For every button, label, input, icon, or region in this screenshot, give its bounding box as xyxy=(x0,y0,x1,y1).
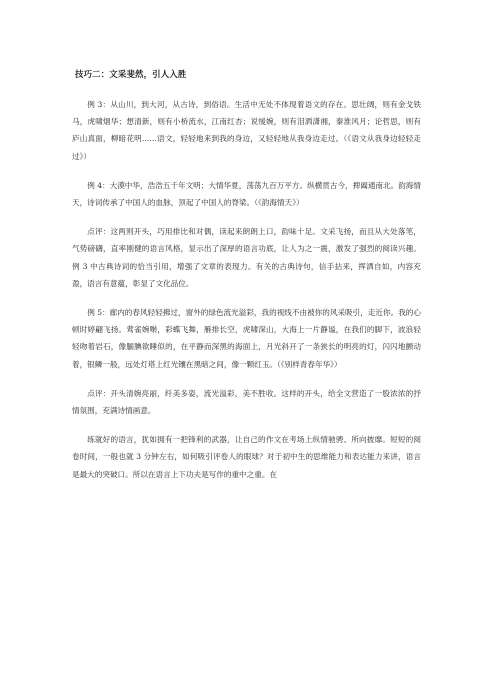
paragraph-comment-1: 点评：这两则开头，巧用排比和对偶，读起来朗朗上口，韵味十足。文采飞扬，而且从大处落笔，气势磅礴，直率刚健的语言风格，显示出了深厚的语言功底，让人为之一震，激发了强烈的阅读兴趣。例 3 中古典诗词的恰当引用，增强了文章的表现力。有关的古典诗句，信手拈来，挥洒自如，内容充盈，语言有意蕴，彰显了文化品位。 xyxy=(72,227,421,288)
section-heading: 技巧二：文采斐然，引人入胜 xyxy=(75,69,187,79)
paragraph-example-5: 例 5：廊内的春风轻轻拂过，窗外的绿色流光溢彩，我的视线不由被你的风采吸引，走近你。我的心顿时婷翩飞扬。莺雀婉啭，彩蝶飞舞，雁排长空，虎啸深山，大海上一片静谧，在我们的脚下，波浪轻轻吻着岩石，像腼腆欲睡似的，在平静而深黑的海面上，月光斜开了一条狭长的明亮的灯，闪闪地颤动着，银鳞一般，远处灯塔上红光镶在黑暗之间，像一颗红玉。（《别样青春年华》） xyxy=(72,308,421,369)
paragraph-example-4: 例 4：大漠中华，浩浩五千年文明；大情华夏，荡荡九百万平方。纵横贯古今，捭阖通南北。韵海情天，诗词传承了中国人的血脉，顶起了中国人的脊梁。（《韵海情天》） xyxy=(72,180,421,208)
paragraph-example-3: 例 3：从山川，到大河，从古诗，到俗语。生活中无处不体现着语文的存在。思壮阔，则有金戈铁马，虎啸烟华；想清新，则有小桥流水，江南红杏；说缓婉，则有泪洒潇湘，秦淮风月；论哲思，则有庐山真面，柳暗花明……语文，轻轻地来到我的身边，又轻轻地从我身边走过。（《语文从我身边轻轻走过》） xyxy=(72,100,421,161)
paragraph-conclusion: 练就好的语言，犹如拥有一把锋利的武器，让自己的作文在考场上纵情驰骋、所向披靡。短短的阅卷时间，一般也就 3 分钟左右，如何吸引评卷人的眼球？对于初中生的思维能力和表达能力来讲，语言是最大的突破口。所以在语言上下功夫是写作的重中之重。在 xyxy=(72,435,421,479)
paragraph-comment-2: 点评：开头清婉亮丽，纤美多姿，流光溢彩，美不胜收。这样的开头，给全文营造了一股浓浓的抒情氛围，充满诗情画意。 xyxy=(72,388,421,416)
